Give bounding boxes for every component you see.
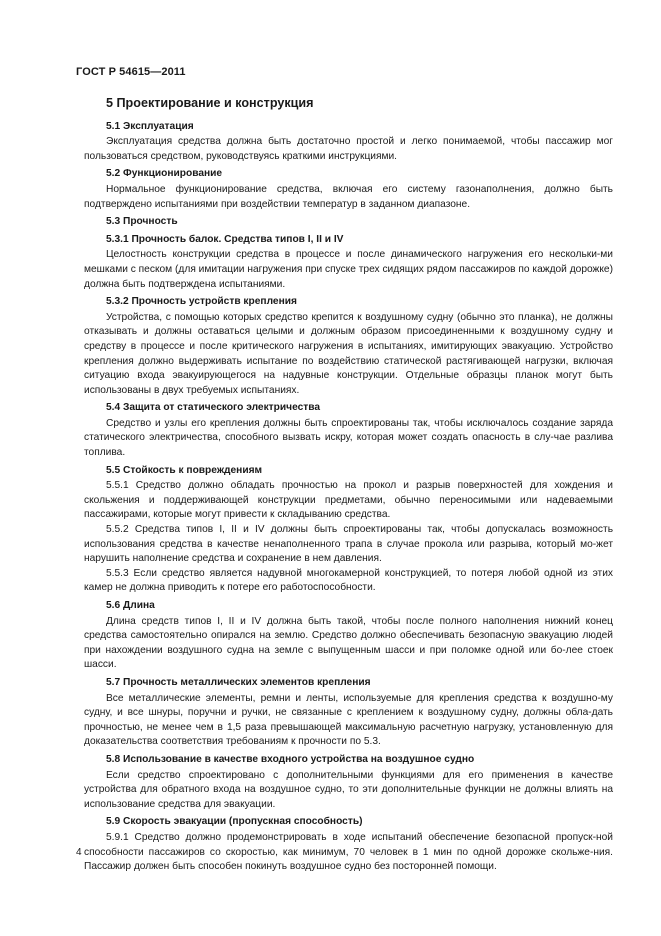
subsection-heading: 5.7 Прочность металлических элементов крепления (106, 676, 371, 688)
subsection-heading: 5.4 Защита от статического электричества (106, 402, 321, 414)
document-body (84, 96, 613, 875)
subsection-heading: 5.2 Функционирование (106, 168, 223, 180)
subsection-heading: 5.9 Скорость эвакуации (пропускная способность) (106, 816, 363, 828)
subsection-heading: 5.6 Длина (106, 600, 155, 611)
paragraph: Длина средств типов I, II и IV должна быть такой, чтобы после полного наполнения нижний конец средства самостоятельно опирался на землю. Средство должно обеспечивать безопасную эвакуацию людей при нахождении воздушного судна на земле с выпущенным шасси и при поломке одной или бо-лее стоек шасси. (84, 615, 613, 671)
subsection-heading: 5.3.1 Прочность балок. Средства типов I, II и IV (106, 233, 344, 245)
paragraph: Устройства, с помощью которых средство крепится к воздушному судну (обычно это планка), не должны отказывать и должны оставаться целыми и должным образом присоединенными к воздушному судну и средству в процессе и после критического нагружения в испытаниях, имитирующих эвакуацию. Устройство крепления должно выдерживать испытание по воздействию статической растягивающей нагрузки, включая ситуацию входа эвакуирующегося на надувные конструкции. Отдельные образцы планок могут быть использованы в двух требуемых испытаниях. (84, 311, 613, 396)
paragraph: Все металлические элементы, ремни и ленты, используемые для крепления средства к воздушно-му судну, и все шнуры, поручни и ручки, не связанные с креплением к воздушному судну, должны обла-дать прочностью, не менее чем в 1,5 раза превышающей максимальную расчетную нагрузку, установленную для доказательства соответствия требованиям к прочности по 5.3. (84, 692, 613, 748)
subsection-heading: 5.3 Прочность (106, 216, 178, 228)
paragraph: Средство и узлы его крепления должны быть спроектированы так, чтобы исключалось создание заряда статического электричества, способного вызвать искру, которая может создать опасность в слу-чае разлива топлива. (84, 417, 613, 459)
subsection-heading: 5.3.2 Прочность устройств крепления (106, 296, 297, 308)
paragraph: 5.5.1 Средство должно обладать прочностью на прокол и разрыв поверхностей для хождения и скольжения и поддерживающей конструкции предметами, обычно переносимыми или надеваемыми пассажирами, которые могут привести к складыванию средства. (84, 480, 613, 521)
paragraph: Если средство спроектировано с дополнительными функциями для его применения в качестве устройства для обратного входа на воздушное судно, то эти дополнительные функции не должны влиять на использование средства для эвакуации. (84, 769, 613, 810)
standard-header: ГОСТ Р 54615—2011 (76, 66, 186, 78)
section-heading: 5 Проектирование и конструкция (106, 96, 314, 110)
subsection-heading: 5.1 Эксплуатация (106, 120, 194, 132)
paragraph: Эксплуатация средства должна быть достаточно простой и легко понимаемой, чтобы пассажир мог пользоваться средством, руководствуясь краткими инструкциями. (84, 136, 613, 162)
paragraph: 5.5.3 Если средство является надувной многокамерной конструкцией, то потеря любой одной из этих камер не должна приводить к потере его работоспособности. (84, 567, 613, 594)
paragraph: Целостность конструкции средства в процессе и после динамического нагружения его нескольки-ми мешками с песком (для имитации нагружения при спуске трех сидящих рядом пассажиров по каждой дорожке) должна быть подтверждена испытаниями. (84, 249, 613, 290)
subsection-heading: 5.8 Использование в качестве входного устройства на воздушное судно (106, 753, 475, 765)
page-number: 4 (76, 847, 82, 858)
paragraph: Нормальное функционирование средства, включая его систему газонаполнения, должно быть подтверждено испытаниями при воздействии температур в заданном диапазоне. (84, 183, 613, 210)
paragraph: 5.9.1 Средство должно продемонстрировать в ходе испытаний обеспечение безопасной пропуск-ной способности пассажиров со скоростью, как минимум, 70 человек в 1 мин по одной дорожке скольже-ния. Пассажир должен быть способен покинуть воздушное судно без посторонней помощи. (84, 831, 613, 873)
subsection-heading: 5.5 Стойкость к повреждениям (106, 464, 263, 476)
paragraph: 5.5.2 Средства типов I, II и IV должны быть спроектированы так, чтобы допускалась возможность использования средства в качестве ненаполненного трапа в случае прокола или разрыва, который мо-жет нарушить наполнение средства и сохранение в нем давления. (84, 524, 613, 565)
